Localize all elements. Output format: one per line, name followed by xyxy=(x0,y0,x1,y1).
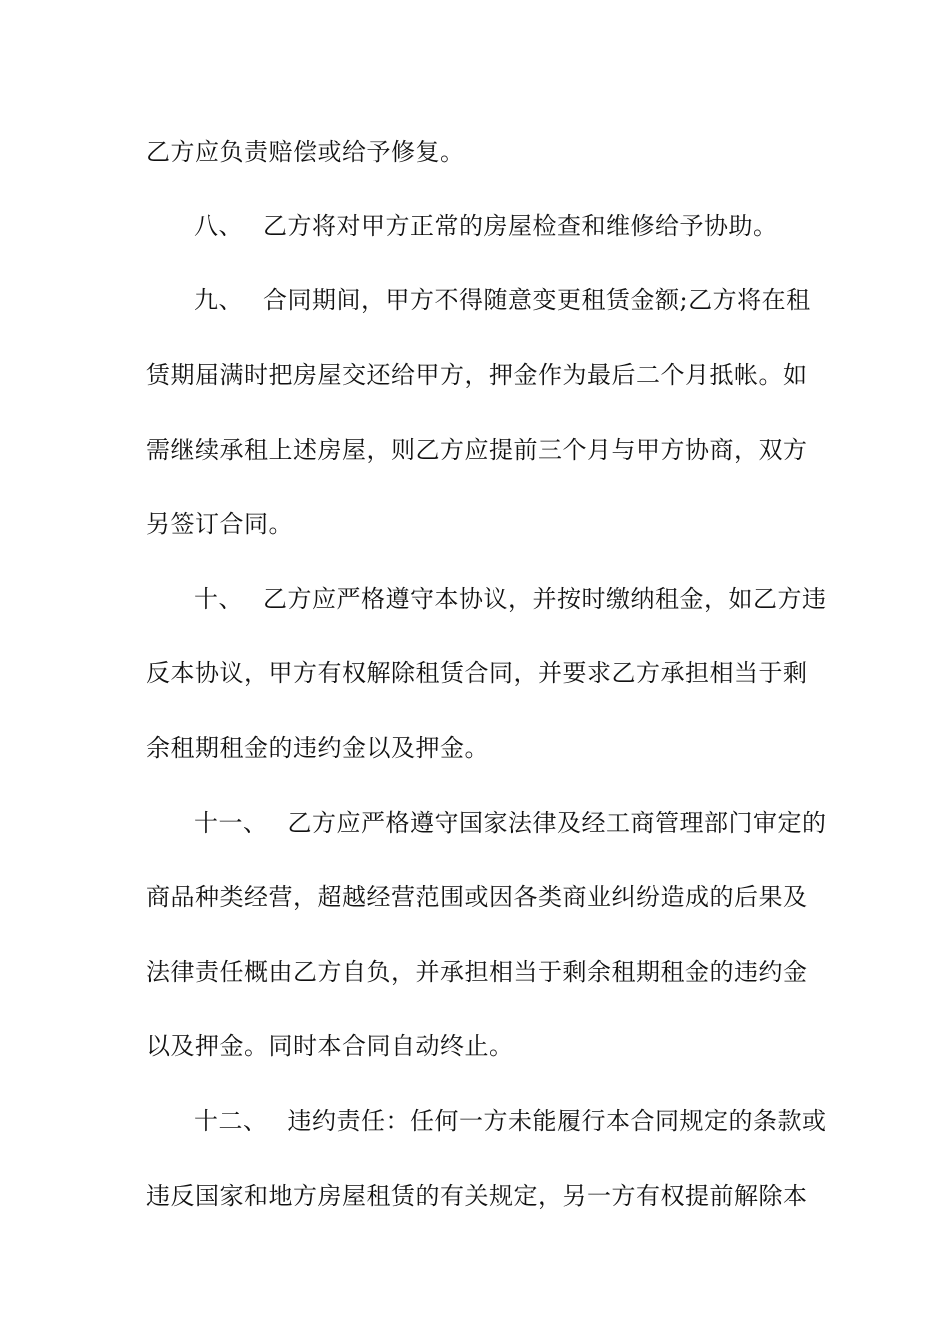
clause-number: 十一、 xyxy=(194,809,268,837)
clause-line-12 xyxy=(194,1101,874,1141)
paragraph-line xyxy=(146,430,826,470)
clause-number: 八、 xyxy=(194,212,243,240)
line-text: 违约责任：任何一方未能履行本合同规定的条款或 xyxy=(287,1107,827,1135)
line-text: 需继续承租上述房屋，则乙方应提前三个月与甲方协商，双方 xyxy=(146,436,808,464)
clause-line-11 xyxy=(194,803,874,843)
line-text: 商品种类经营，超越经营范围或因各类商业纠纷造成的后果及 xyxy=(146,883,808,911)
paragraph-line xyxy=(146,653,826,693)
line-text: 反本协议，甲方有权解除租赁合同，并要求乙方承担相当于剩 xyxy=(146,659,808,687)
line-text: 乙方应负责赔偿或给予修复。 xyxy=(146,138,465,166)
line-text: 合同期间，甲方不得随意变更租赁金额;乙方将在租 xyxy=(263,286,811,314)
line-text: 余租期租金的违约金以及押金。 xyxy=(146,734,489,762)
paragraph-line xyxy=(146,952,826,992)
paragraph-line xyxy=(146,504,826,544)
paragraph-line xyxy=(146,877,826,917)
paragraph-line xyxy=(146,132,826,172)
line-text: 另签订合同。 xyxy=(146,510,293,538)
line-text: 以及押金。同时本合同自动终止。 xyxy=(146,1032,514,1060)
line-text: 乙方应严格遵守本协议，并按时缴纳租金，如乙方违 xyxy=(263,585,827,613)
paragraph-line xyxy=(146,355,826,395)
clause-number: 十二、 xyxy=(194,1107,268,1135)
paragraph-line xyxy=(146,1176,826,1216)
paragraph-line xyxy=(146,1026,826,1066)
clause-line-9 xyxy=(194,280,874,320)
line-text: 赁期届满时把房屋交还给甲方，押金作为最后二个月抵帐。如 xyxy=(146,361,808,389)
paragraph-line xyxy=(146,728,826,768)
clause-number: 九、 xyxy=(194,286,243,314)
line-text: 乙方将对甲方正常的房屋检查和维修给予协助。 xyxy=(263,212,778,240)
clause-line-10 xyxy=(194,579,874,619)
line-text: 法律责任概由乙方自负，并承担相当于剩余租期租金的违约金 xyxy=(146,958,808,986)
line-text: 乙方应严格遵守国家法律及经工商管理部门审定的 xyxy=(287,809,827,837)
line-text: 违反国家和地方房屋租赁的有关规定，另一方有权提前解除本 xyxy=(146,1182,808,1210)
clause-number: 十、 xyxy=(194,585,243,613)
clause-line-8 xyxy=(194,206,874,246)
